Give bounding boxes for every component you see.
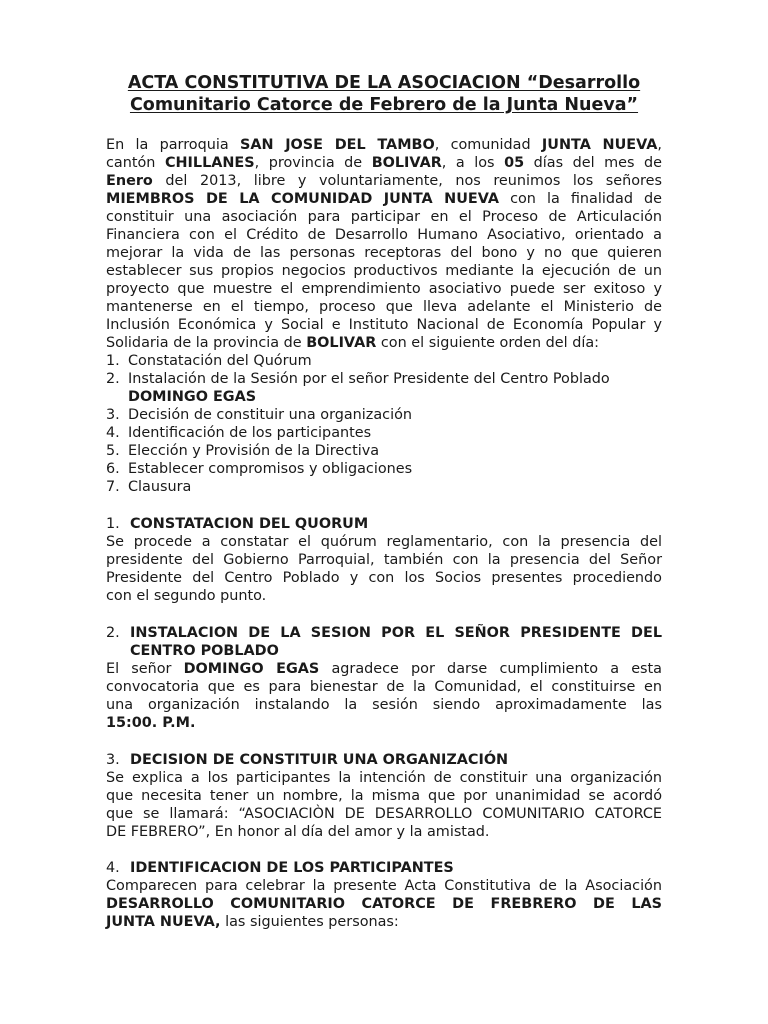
title-line-2: Comunitario Catorce de Febrero de la Junta Nueva” [129, 95, 639, 115]
section-line: una organización instalando la sesión siendo aproximadamente las [106, 697, 662, 713]
section-decision [106, 751, 662, 841]
title-line-1: ACTA CONSTITUTIVA DE LA ASOCIACION “Desarrollo [127, 73, 641, 93]
intro-line: mantenerse en el tiempo, proceso que lleva adelante el Ministerio de [106, 299, 662, 315]
intro-line: Enero del 2013, libre y voluntariamente, nos reunimos los señores [106, 173, 662, 189]
section-heading: 2. INSTALACION DE LA SESION POR EL SEÑOR PRESIDENTE DEL CENTRO POBLADO [106, 625, 662, 659]
document-title [100, 72, 668, 116]
section-instalacion [106, 624, 662, 732]
intro-line: constituir una asociación para participar en el Proceso de Articulación [106, 209, 662, 225]
intro-line: Financiera con el Crédito de Desarrollo Humano Asociativo, orientado a [106, 227, 662, 243]
intro-line: Inclusión Económica y Social e Instituto Nacional de Economía Popular y [106, 317, 662, 333]
agenda-item: 4. Identificación de los participantes [106, 425, 372, 441]
intro-line: establecer sus propios negocios productivos mediante la ejecución de un [106, 263, 662, 279]
section-line: convocatoria que es para bienestar de la Comunidad, el constituirse en [106, 679, 662, 695]
intro-line: En la parroquia SAN JOSE DEL TAMBO, comunidad JUNTA NUEVA, [106, 137, 662, 153]
intro-line: cantón CHILLANES, provincia de BOLIVAR, a los 05 días del mes de [106, 155, 663, 171]
section-quorum [106, 515, 662, 605]
intro-line: proyecto que muestre el emprendimiento asociativo puede ser exitoso y [106, 281, 662, 297]
section-line: que se llamará: “ASOCIACIÒN DE DESARROLLO COMUNITARIO CATORCE [106, 806, 662, 822]
section-line: El señor DOMINGO EGAS agradece por darse cumplimiento a esta [106, 661, 663, 677]
section-heading: 1. CONSTATACION DEL QUORUM [106, 516, 369, 532]
section-line: presidente del Gobierno Parroquial, también con la presencia del Señor [106, 552, 662, 568]
section-line: JUNTA NUEVA, las siguientes personas: [106, 914, 399, 930]
section-line: 15:00. P.M. [106, 715, 196, 731]
agenda-item: 2. Instalación de la Sesión por el señor Presidente del Centro Poblado DOMINGO EGAS [106, 371, 610, 405]
section-line: Presidente del Centro Poblado y con los Socios presentes procediendo [106, 570, 662, 586]
intro-paragraph [106, 136, 662, 352]
section-line: Comparecen para celebrar la presente Acta Constitutiva de la Asociación [106, 878, 662, 894]
agenda-item: 3. Decisión de constituir una organización [106, 407, 413, 423]
intro-line: Solidaria de la provincia de BOLIVAR con el siguiente orden del día: [106, 335, 600, 351]
section-heading: 3. DECISION DE CONSTITUIR UNA ORGANIZACIÓN [106, 752, 509, 768]
section-line: Se explica a los participantes la intención de constituir una organización [106, 770, 662, 786]
intro-line: mejorar la vida de las personas receptoras del bono y no que quieren [106, 245, 662, 261]
section-participantes [106, 859, 662, 931]
section-line: DESARROLLO COMUNITARIO CATORCE DE FREBRERO DE LAS [106, 896, 662, 912]
section-line: que necesita tener un nombre, la misma que por unanimidad se acordó [106, 788, 662, 804]
intro-line: MIEMBROS DE LA COMUNIDAD JUNTA NUEVA con la finalidad de [106, 191, 662, 207]
section-line: con el segundo punto. [106, 588, 267, 604]
section-line: Se procede a constatar el quórum reglamentario, con la presencia del [106, 534, 662, 550]
agenda-list [106, 352, 662, 496]
section-heading: 4. IDENTIFICACION DE LOS PARTICIPANTES [106, 860, 454, 876]
section-line: DE FEBRERO”, En honor al día del amor y la amistad. [106, 824, 490, 840]
agenda-item: 7. Clausura [106, 479, 192, 495]
agenda-item: 5. Elección y Provisión de la Directiva [106, 443, 380, 459]
agenda-item: 6. Establecer compromisos y obligaciones [106, 461, 413, 477]
agenda-item: 1. Constatación del Quórum [106, 353, 312, 369]
